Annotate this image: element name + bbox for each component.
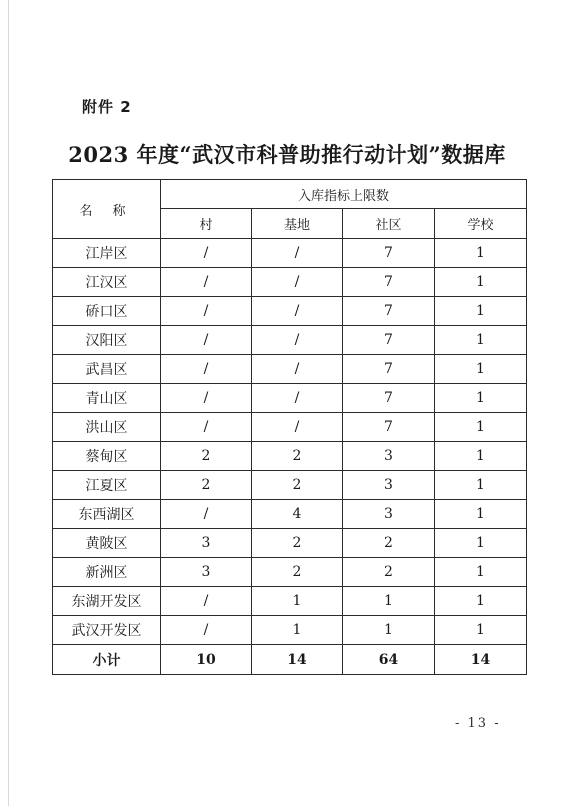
district-name-cell: 新洲区 xyxy=(53,558,161,587)
table-body xyxy=(53,239,527,645)
quota-cell: / xyxy=(252,355,343,384)
district-name-cell: 青山区 xyxy=(53,384,161,413)
quota-cell: 1 xyxy=(435,239,527,268)
table-row xyxy=(53,413,527,442)
table-row xyxy=(53,268,527,297)
document-title: 2023 年度“武汉市科普助推行动计划”数据库 xyxy=(68,142,506,167)
page-edge-line xyxy=(8,0,9,806)
quota-cell: 1 xyxy=(435,268,527,297)
quota-cell: 3 xyxy=(343,500,435,529)
district-name-cell: 武昌区 xyxy=(53,355,161,384)
table-row xyxy=(53,355,527,384)
quota-cell: / xyxy=(161,326,252,355)
quota-cell: 7 xyxy=(343,268,435,297)
table-row xyxy=(53,471,527,500)
column-header-community: 社区 xyxy=(343,209,435,239)
quota-cell: 1 xyxy=(435,529,527,558)
subtotal-cell: 14 xyxy=(252,645,343,675)
attachment-label: 附件 2 xyxy=(82,98,132,116)
table-row xyxy=(53,442,527,471)
table-row xyxy=(53,616,527,645)
subtotal-row xyxy=(53,645,527,675)
table-row xyxy=(53,326,527,355)
quota-cell: 2 xyxy=(252,529,343,558)
district-name-cell: 黄陂区 xyxy=(53,529,161,558)
quota-cell: 7 xyxy=(343,413,435,442)
district-name-cell: 洪山区 xyxy=(53,413,161,442)
quota-cell: / xyxy=(252,268,343,297)
district-name-cell: 江汉区 xyxy=(53,268,161,297)
column-header-base: 基地 xyxy=(252,209,343,239)
quota-cell: 1 xyxy=(343,587,435,616)
quota-cell: / xyxy=(252,413,343,442)
district-name-cell: 硚口区 xyxy=(53,297,161,326)
quota-cell: 3 xyxy=(343,471,435,500)
quota-cell: 4 xyxy=(252,500,343,529)
quota-cell: / xyxy=(161,268,252,297)
table-row xyxy=(53,529,527,558)
quota-cell: 2 xyxy=(343,558,435,587)
quota-cell: 1 xyxy=(435,471,527,500)
column-header-school: 学校 xyxy=(435,209,527,239)
district-name-cell: 东湖开发区 xyxy=(53,587,161,616)
quota-cell: / xyxy=(161,355,252,384)
quota-cell: 1 xyxy=(435,500,527,529)
quota-cell: / xyxy=(161,384,252,413)
district-name-cell: 东西湖区 xyxy=(53,500,161,529)
quota-cell: / xyxy=(161,616,252,645)
table-row xyxy=(53,239,527,268)
quota-cell: 2 xyxy=(252,442,343,471)
quota-cell: / xyxy=(252,384,343,413)
subtotal-cell: 10 xyxy=(161,645,252,675)
quota-cell: 1 xyxy=(435,587,527,616)
name-column-header: 名 称 xyxy=(53,180,161,239)
quota-cell: / xyxy=(161,297,252,326)
quota-cell: 2 xyxy=(252,471,343,500)
table-row xyxy=(53,384,527,413)
quota-cell: 1 xyxy=(435,413,527,442)
district-name-cell: 江夏区 xyxy=(53,471,161,500)
database-table xyxy=(52,179,527,675)
table-row xyxy=(53,587,527,616)
quota-cell: 2 xyxy=(252,558,343,587)
quota-cell: 3 xyxy=(343,442,435,471)
quota-cell: 2 xyxy=(343,529,435,558)
quota-cell: 1 xyxy=(435,442,527,471)
quota-cell: / xyxy=(161,587,252,616)
quota-cell: 7 xyxy=(343,326,435,355)
quota-cell: 1 xyxy=(343,616,435,645)
quota-cell: / xyxy=(161,239,252,268)
quota-cell: 2 xyxy=(161,471,252,500)
district-name-cell: 武汉开发区 xyxy=(53,616,161,645)
subtotal-cell: 14 xyxy=(435,645,527,675)
quota-cell: 1 xyxy=(252,616,343,645)
quota-group-header: 入库指标上限数 xyxy=(161,180,527,209)
quota-cell: 1 xyxy=(435,326,527,355)
quota-cell: 3 xyxy=(161,558,252,587)
table-header-row xyxy=(53,180,527,209)
quota-cell: 2 xyxy=(161,442,252,471)
quota-cell: 1 xyxy=(252,587,343,616)
quota-cell: 1 xyxy=(435,558,527,587)
district-name-cell: 蔡甸区 xyxy=(53,442,161,471)
column-header-village: 村 xyxy=(161,209,252,239)
subtotal-label: 小计 xyxy=(53,645,161,675)
quota-cell: 1 xyxy=(435,616,527,645)
quota-cell: / xyxy=(161,413,252,442)
table-row xyxy=(53,558,527,587)
quota-cell: 1 xyxy=(435,384,527,413)
quota-cell: 7 xyxy=(343,384,435,413)
district-name-cell: 汉阳区 xyxy=(53,326,161,355)
quota-cell: 7 xyxy=(343,239,435,268)
table-row xyxy=(53,297,527,326)
quota-cell: / xyxy=(252,326,343,355)
quota-cell: 3 xyxy=(161,529,252,558)
page-number: - 13 - xyxy=(455,716,501,731)
quota-cell: / xyxy=(161,500,252,529)
quota-cell: 7 xyxy=(343,355,435,384)
quota-cell: 1 xyxy=(435,297,527,326)
district-name-cell: 江岸区 xyxy=(53,239,161,268)
quota-cell: / xyxy=(252,239,343,268)
table-row xyxy=(53,500,527,529)
quota-cell: 7 xyxy=(343,297,435,326)
quota-cell: / xyxy=(252,297,343,326)
subtotal-cell: 64 xyxy=(343,645,435,675)
quota-cell: 1 xyxy=(435,355,527,384)
